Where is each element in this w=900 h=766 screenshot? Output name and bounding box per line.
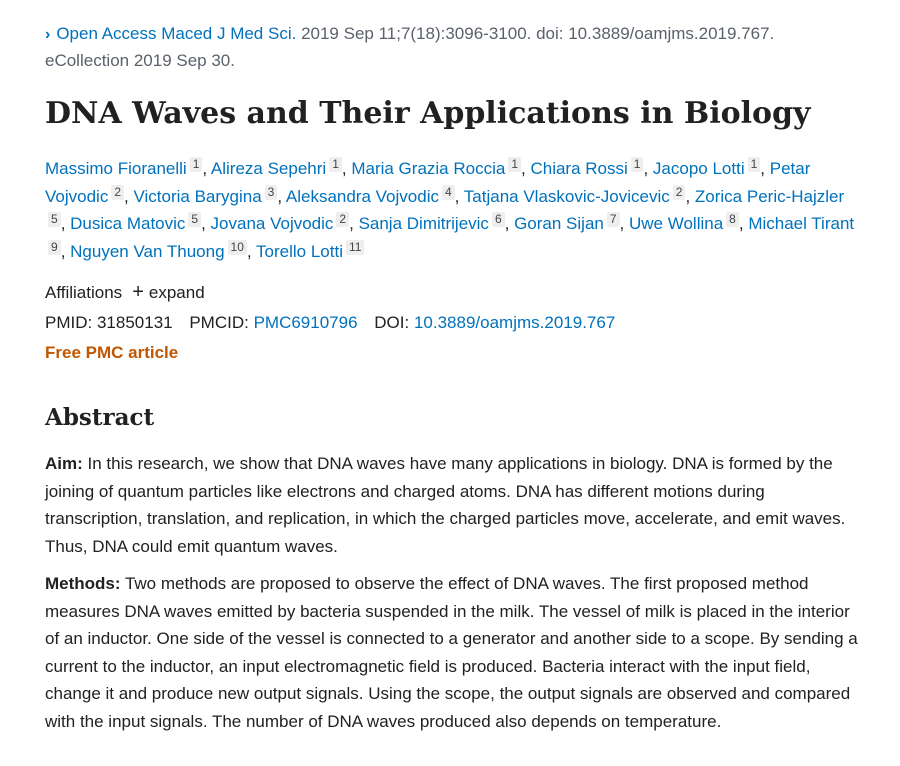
author-item xyxy=(629,214,739,233)
affiliations-expand-button[interactable] xyxy=(132,283,204,302)
author-item xyxy=(211,214,350,233)
affiliation-number-badge[interactable]: 2 xyxy=(673,185,686,200)
affiliations-row xyxy=(45,280,205,305)
affiliation-number-badge[interactable]: 1 xyxy=(631,157,644,172)
author-item xyxy=(514,214,619,233)
author-link[interactable]: Massimo Fioranelli xyxy=(45,159,187,178)
author-item xyxy=(133,184,277,206)
journal-link[interactable]: Open Access Maced J Med Sci. xyxy=(56,24,297,43)
affiliation-number-badge[interactable]: 5 xyxy=(48,212,61,227)
pmid-label: PMID: xyxy=(45,313,93,332)
aim-text: In this research, we show that DNA waves have many applications in biology. DNA is formed by the joining of quantum particles like electrons and charged atoms. DNA has different motions during transcription, translation, and replication, in which the charged particles move, accelerate, and emit waves. Thus, DNA could emit quantum waves. xyxy=(45,454,846,556)
affiliation-number-badge[interactable]: 5 xyxy=(188,212,201,227)
doi-label: DOI: xyxy=(374,313,410,332)
citation-line xyxy=(45,21,845,74)
author-item xyxy=(359,214,505,233)
pmid-value: 31850131 xyxy=(96,313,173,332)
author-link[interactable]: Petar Vojvodic xyxy=(45,159,811,206)
author-link[interactable]: Aleksandra Vojvodic xyxy=(285,186,439,206)
abstract-heading: Abstract xyxy=(45,404,155,431)
affiliation-number-badge[interactable]: 1 xyxy=(190,157,203,172)
abstract-aim-paragraph xyxy=(45,450,865,560)
aim-label: Aim: xyxy=(45,454,83,473)
article-title: DNA Waves and Their Applications in Biology xyxy=(45,96,811,131)
author-item xyxy=(45,159,202,178)
author-link[interactable]: Tatjana Vlaskovic-Jovicevic xyxy=(463,186,670,206)
affiliation-number-badge[interactable]: 4 xyxy=(442,185,455,200)
author-item xyxy=(653,159,760,178)
doi-link[interactable]: 10.3889/oamjms.2019.767 xyxy=(413,313,616,332)
author-link[interactable]: Zorica Peric-Hajzler xyxy=(694,186,845,206)
author-link[interactable]: Alireza Sepehri xyxy=(210,159,327,178)
pmcid-label: PMCID: xyxy=(189,313,249,332)
identifiers-row xyxy=(45,311,615,335)
author-item xyxy=(463,184,686,206)
author-item xyxy=(70,239,247,261)
author-item xyxy=(211,159,342,178)
affiliation-number-badge[interactable]: 7 xyxy=(607,212,620,227)
author-item xyxy=(285,184,455,206)
author-item xyxy=(70,214,201,233)
affiliation-number-badge[interactable]: 10 xyxy=(228,240,247,255)
affiliation-number-badge[interactable]: 9 xyxy=(48,240,61,255)
author-link[interactable]: Nguyen Van Thuong xyxy=(70,241,225,261)
author-item xyxy=(530,159,643,178)
methods-text: Two methods are proposed to observe the effect of DNA waves. The first proposed method measures DNA waves emitted by bacteria suspended in the milk. The vessel of milk is placed in the interior of an inductor. One side of the vessel is connected to a generator and another side to a scope. By sending a current to the inductor, an input electromagnetic field is produced. Bacteria interact with the input field, change it and produce new output signals. Using the scope, the output signals are observed and compared with the input signals. The number of DNA waves produced also depends on temperature. xyxy=(45,574,858,731)
author-item xyxy=(351,159,521,178)
affiliation-number-badge[interactable]: 3 xyxy=(265,185,278,200)
affiliation-number-badge[interactable]: 6 xyxy=(492,212,505,227)
pmcid-link[interactable]: PMC6910796 xyxy=(253,313,358,332)
author-list: Massimo Fioranelli 1 , Alireza Sepehri 1 , Maria Grazia Roccia 1 , Chiara Rossi 1 , Jacopo Lotti 1 , Petar Vojvodic 2 , Victoria Barygina 3 , Aleksandra Vojvodic 4 , Tatjana Vlaskovic-Jovicevic 2 , Zorica Peric-Hajzler5 , Dusica Matovic 5 , Jovana Vojvodic 2 , Sanja Dimitrijevic 6 , Goran Sijan 7 , Uwe Wollina 8 , Michael Tirant9 , Nguyen Van Thuong 10 , Torello Lotti 11 xyxy=(45,157,855,261)
free-pmc-article-badge: Free PMC article xyxy=(45,343,179,362)
author-link[interactable]: Goran Sijan xyxy=(514,214,604,233)
author-link[interactable]: Chiara Rossi xyxy=(530,159,628,178)
citation-details: 2019 Sep 11;7(18):3096-3100. doi: 10.3889/oamjms.2019.767. xyxy=(301,24,775,43)
ecollection-date: eCollection 2019 Sep 30. xyxy=(45,51,235,70)
author-link[interactable]: Maria Grazia Roccia xyxy=(351,159,506,178)
affiliations-label: Affiliations xyxy=(45,283,123,302)
affiliation-number-badge[interactable]: 1 xyxy=(329,157,342,172)
author-link[interactable]: Uwe Wollina xyxy=(629,214,724,233)
affiliation-number-badge[interactable]: 11 xyxy=(346,240,364,255)
abstract-methods-paragraph xyxy=(45,570,865,735)
author-link[interactable]: Victoria Barygina xyxy=(133,186,262,206)
chevron-right-icon[interactable]: › xyxy=(45,26,51,43)
author-link[interactable]: Dusica Matovic xyxy=(70,214,186,233)
affiliation-number-badge[interactable]: 1 xyxy=(748,157,761,172)
affiliation-number-badge[interactable]: 1 xyxy=(508,157,521,172)
affiliation-number-badge[interactable]: 2 xyxy=(336,212,349,227)
plus-icon: + xyxy=(132,281,144,303)
author-link[interactable]: Michael Tirant xyxy=(748,214,855,233)
author-link[interactable]: Jovana Vojvodic xyxy=(210,214,334,233)
author-item xyxy=(256,239,364,261)
methods-label: Methods: xyxy=(45,574,121,593)
author-link[interactable]: Jacopo Lotti xyxy=(652,159,745,178)
affiliation-number-badge[interactable]: 8 xyxy=(726,212,739,227)
expand-label: expand xyxy=(148,283,205,302)
author-link[interactable]: Torello Lotti xyxy=(256,241,343,261)
affiliation-number-badge[interactable]: 2 xyxy=(111,185,124,200)
author-link[interactable]: Sanja Dimitrijevic xyxy=(358,214,489,233)
